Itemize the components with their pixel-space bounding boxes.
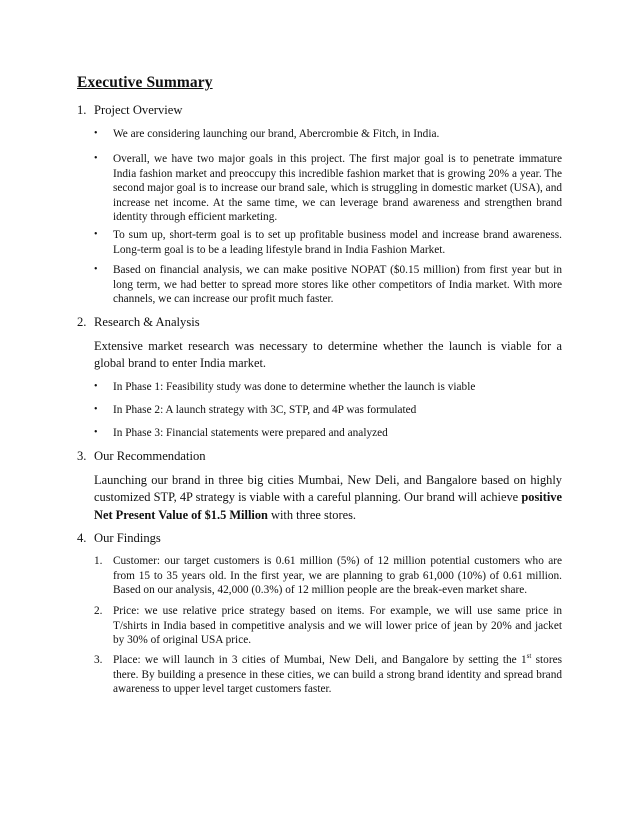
bullet-text: Overall, we have two major goals in this project. The first major goal is to penetrate immature India fashion market and preoccupy this incredible fashion market that is growing 20% a year. The second major goal is to increase our brand sale, which is struggling in domestic market (USA), and increase net income. At the same time, we can leverage brand awareness and strengthen brand identity through efficient marketing.	[113, 153, 562, 224]
bullet-text: We are considering launching our brand, Abercrombie & Fitch, in India.	[113, 128, 440, 140]
bullet-marker: •	[94, 128, 98, 139]
bullet-text: To sum up, short-term goal is to set up profitable business model and increase brand awareness. Long-term goal is to be a leading lifestyle brand in India Fashion Market.	[113, 229, 562, 256]
finding-text-start: Place: we will launch in 3 cities of Mumbai, New Deli, and Bangalore by setting the 1	[113, 654, 527, 666]
section-number: 3.	[77, 449, 87, 463]
finding-number: 3.	[94, 654, 103, 666]
section-number: 2.	[77, 315, 87, 329]
bullet-text: Based on financial analysis, we can make positive NOPAT ($0.15 million) from first year but in long term, we had better to spread more stores like other competitors of India market. With more channels, we can increase our profit much faster.	[113, 264, 562, 306]
document-title: Executive Summary	[77, 74, 213, 91]
bullet-text: In Phase 2: A launch strategy with 3C, STP, and 4P was formulated	[113, 404, 417, 416]
finding-text: Price: we use relative price strategy based on items. For example, we will use same price in T/shirts in India based in competitive analysis and we will lower price of jean by 20% and jacket by 30% of original USA price.	[113, 605, 562, 647]
bullet-marker: •	[94, 427, 98, 438]
bullet-marker: •	[94, 404, 98, 415]
section-title: Research & Analysis	[94, 315, 200, 329]
section-heading-our-findings	[77, 531, 161, 546]
bullet-item	[94, 403, 562, 418]
finding-item	[94, 554, 562, 598]
recommendation-paragraph	[94, 472, 562, 524]
finding-number: 2.	[94, 605, 103, 617]
bullet-marker: •	[94, 264, 98, 275]
bullet-item	[94, 380, 562, 395]
bullet-item	[94, 152, 562, 225]
bullet-marker: •	[94, 229, 98, 240]
section-heading-research-analysis	[77, 315, 200, 330]
bullet-marker: •	[94, 381, 98, 392]
bullet-item	[94, 127, 562, 142]
section-heading-project-overview	[77, 103, 182, 118]
finding-item	[94, 604, 562, 648]
superscript-ordinal: st	[526, 652, 532, 661]
recommendation-text: Launching our brand in three big cities Mumbai, New Deli, and Bangalore based on highly customized STP, 4P strategy is viable with a careful planning. Our brand will achieve	[94, 473, 562, 505]
section-title: Our Findings	[94, 531, 161, 545]
section-number: 4.	[77, 531, 87, 545]
section-title: Project Overview	[94, 103, 183, 117]
section-heading-our-recommendation	[77, 449, 206, 464]
finding-text: Customer: our target customers is 0.61 million (5%) of 12 million potential customers who are from 15 to 35 years old. In the first year, we are planning to grab 61,000 (10%) of 0.61 million. Based on our analysis, 42,000 (0.3%) of 12 million people are the break-even market share.	[113, 555, 562, 597]
npv-highlight: positive Net Present Value of $1.5 Million	[94, 490, 562, 522]
finding-text-end: stores there. By building a presence in these cities, we can build a strong brand identity and spread brand awareness to upper level target customers faster.	[113, 654, 562, 696]
recommendation-text-end: with three stores.	[267, 507, 357, 522]
finding-text	[113, 653, 562, 697]
section-number: 1.	[77, 103, 87, 117]
section-title: Our Recommendation	[94, 449, 206, 463]
bullet-marker: •	[94, 153, 98, 164]
section-intro-paragraph: Extensive market research was necessary to determine whether the launch is viable for a global brand to enter India market.	[94, 339, 562, 371]
bullet-text: In Phase 1: Feasibility study was done to determine whether the launch is viable	[113, 381, 476, 393]
finding-number: 1.	[94, 555, 103, 567]
finding-item	[94, 653, 562, 697]
bullet-item	[94, 263, 562, 307]
bullet-item	[94, 228, 562, 257]
bullet-text: In Phase 3: Financial statements were prepared and analyzed	[113, 427, 388, 439]
bullet-item	[94, 426, 562, 441]
